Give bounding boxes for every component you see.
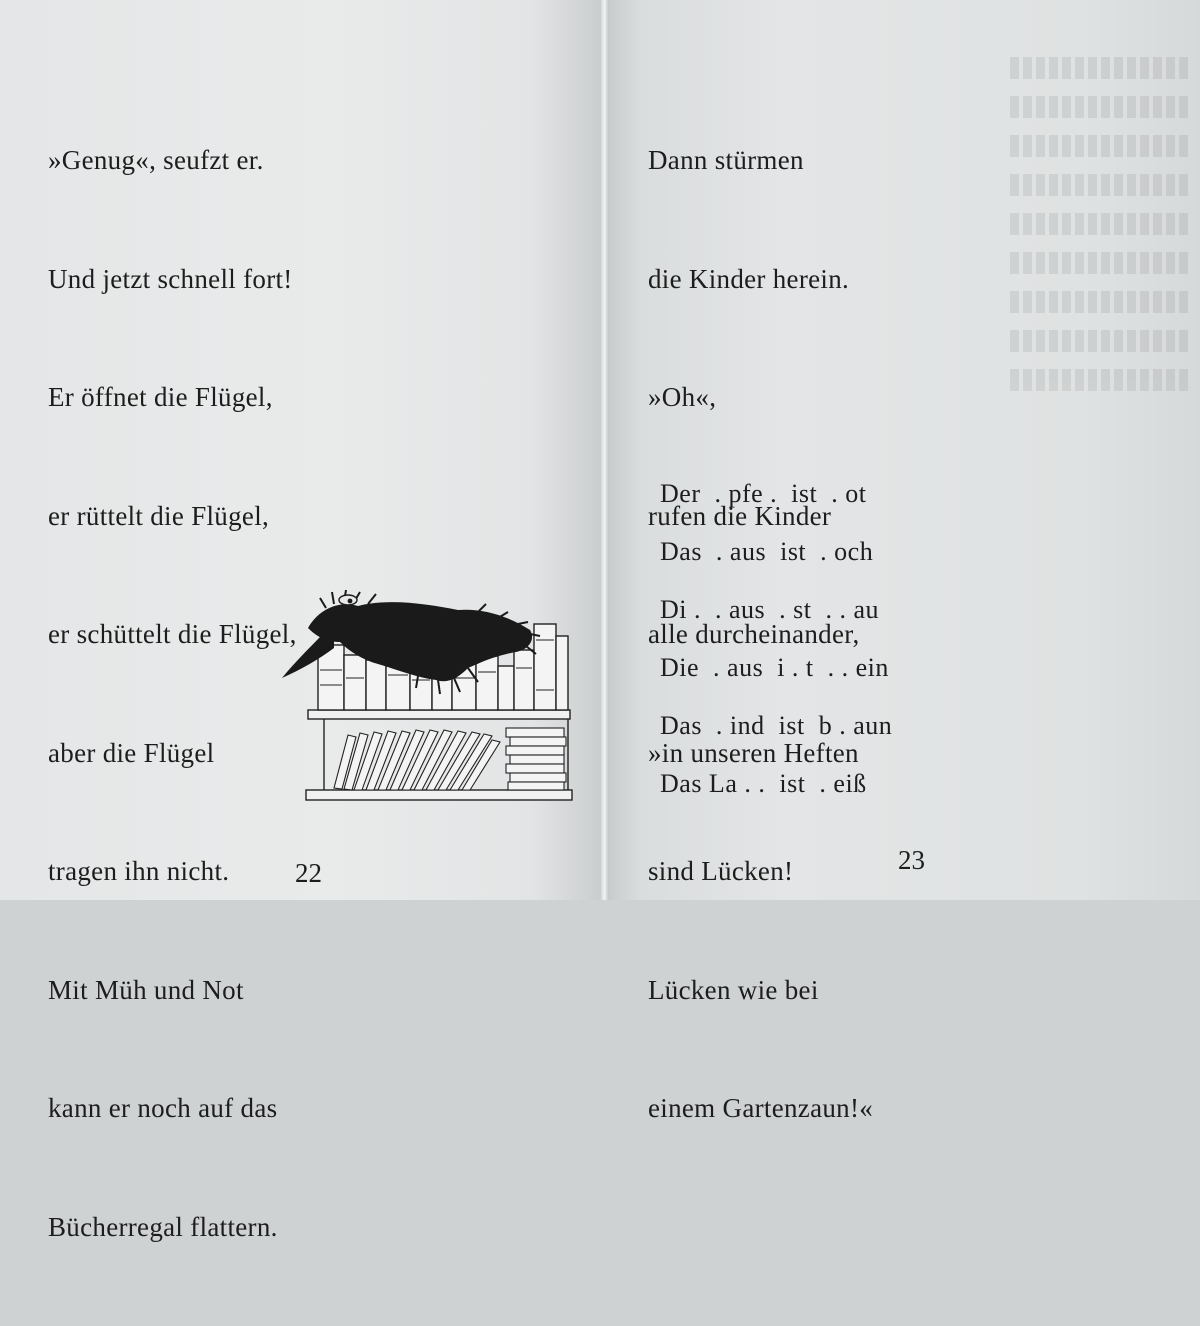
exercise-line: Das . aus ist . och [660, 537, 874, 566]
text-line: »Oh«, [648, 382, 717, 412]
text-line: aber die Flügel [48, 737, 215, 768]
text-line: sind Lücken! [648, 856, 794, 886]
text-line: rufen die Kinder [648, 500, 832, 531]
text-line: Bücherregal flattern. [48, 1211, 278, 1242]
text-line: »in unseren Heften [648, 737, 859, 768]
exercise-line: Das . ind ist b . aun [660, 711, 893, 740]
text-line: Mit Müh und Not [48, 974, 244, 1005]
text-line: die Kinder herein. [648, 263, 850, 294]
text-line: einem Gartenzaun!« [648, 1093, 874, 1123]
text-line: Dann stürmen [648, 145, 804, 175]
text-line: kann er noch auf das [48, 1093, 278, 1123]
exercise-line: Das La . . ist . eiß [660, 769, 867, 798]
text-line: alle durcheinander, [648, 619, 860, 649]
page-number-left: 22 [295, 858, 322, 888]
fill-in-exercise [660, 474, 892, 822]
left-page-text [48, 62, 297, 1326]
text-line: tragen ihn nicht. [48, 856, 230, 886]
raven-on-bookshelf-illustration [278, 560, 578, 810]
book-gutter [601, 0, 609, 900]
text-line: er schüttelt die Flügel, [48, 619, 297, 649]
leaning-books [334, 728, 566, 790]
text-line: Er öffnet die Flügel, [48, 382, 273, 412]
text-line: Und jetzt schnell fort! [48, 263, 293, 294]
exercise-line: Di . . aus . st . . au [660, 595, 880, 624]
text-line: Lücken wie bei [648, 974, 819, 1005]
exercise-line: Der . pfe . ist . ot [660, 479, 867, 508]
text-line: er rüttelt die Flügel, [48, 500, 270, 531]
show-through-text [1010, 40, 1190, 460]
page-number-right: 23 [898, 845, 925, 875]
text-line: »Genug«, seufzt er. [48, 145, 264, 175]
exercise-line: Die . aus i . t . . ein [660, 653, 889, 682]
